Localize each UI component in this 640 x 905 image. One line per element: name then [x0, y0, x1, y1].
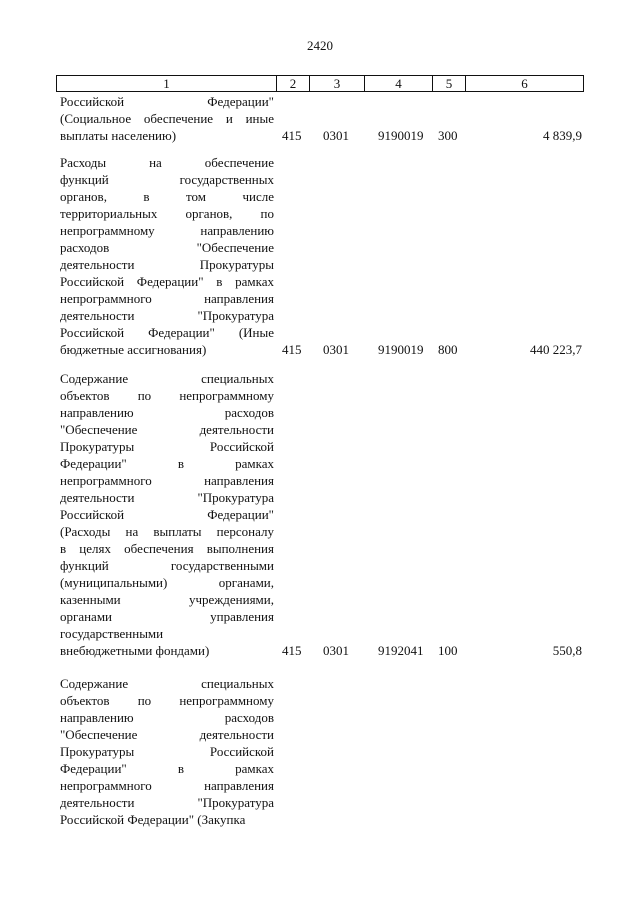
header-col-2: 2	[277, 76, 310, 91]
description-line: Содержание специальных	[60, 371, 274, 386]
description-line: деятельности "Прокуратура	[60, 490, 274, 505]
description-line: (Расходы на выплаты персоналу	[60, 524, 274, 539]
description-line: государственными	[60, 626, 164, 641]
description-line: объектов по непрограммному	[60, 388, 274, 403]
description-line: непрограммного направления	[60, 473, 274, 488]
header-col-6: 6	[521, 76, 528, 91]
expense-type-code: 800	[438, 342, 458, 357]
description-line: функций государственных	[60, 172, 274, 187]
table-row	[60, 370, 582, 659]
description-line: Российской Федерации"	[60, 507, 274, 522]
amount: 550,8	[552, 643, 582, 658]
description-line: непрограммного направления	[60, 291, 274, 306]
expense-type-code: 300	[438, 128, 458, 143]
description-line: бюджетные ассигнования)	[60, 342, 207, 357]
description-line: деятельности "Прокуратура	[60, 308, 274, 323]
target-article-code: 9190019	[378, 342, 424, 357]
table-row	[60, 93, 582, 144]
description-line: Российской Федерации" (Иные	[60, 325, 274, 340]
description-line: органов, в том числе	[60, 189, 274, 204]
description-line: направлению расходов	[60, 710, 274, 725]
header-col-1: 1	[57, 76, 277, 91]
header-col-3: 3	[310, 76, 365, 91]
description-line: объектов по непрограммному	[60, 693, 274, 708]
expense-type-code: 100	[438, 643, 458, 658]
description-line: внебюджетными фондами)	[60, 643, 210, 658]
table-row	[60, 154, 582, 358]
description-line: казенными учреждениями,	[60, 592, 274, 607]
description-line: (муниципальными) органами,	[60, 575, 274, 590]
row-description	[60, 370, 274, 659]
description-line: функций государственными	[60, 558, 274, 573]
section-code: 0301	[323, 128, 349, 143]
description-line: расходов "Обеспечение	[60, 240, 274, 255]
description-line: Содержание специальных	[60, 676, 274, 691]
description-line: "Обеспечение деятельности	[60, 422, 274, 437]
amount: 4 839,9	[543, 128, 582, 143]
target-article-code: 9190019	[378, 128, 424, 143]
description-line: Прокуратуры Российской	[60, 744, 274, 759]
table-header	[56, 75, 584, 92]
description-line: (Социальное обеспечение и иные	[60, 111, 274, 126]
description-line: Федерации" в рамках	[60, 761, 274, 776]
description-line: Российской Федерации" (Закупка	[60, 812, 246, 827]
ministry-code: 415	[282, 128, 302, 143]
amount: 440 223,7	[530, 342, 582, 357]
description-line: Российской Федерации" в рамках	[60, 274, 274, 289]
header-col-5: 5	[433, 76, 466, 91]
row-description	[60, 93, 274, 144]
section-code: 0301	[323, 643, 349, 658]
row-description	[60, 154, 274, 358]
ministry-code: 415	[282, 643, 302, 658]
ministry-code: 415	[282, 342, 302, 357]
description-line: деятельности Прокуратуры	[60, 257, 274, 272]
description-line: органами управления	[60, 609, 274, 624]
description-line: Прокуратуры Российской	[60, 439, 274, 454]
description-line: Федерации" в рамках	[60, 456, 274, 471]
description-line: направлению расходов	[60, 405, 274, 420]
description-line: территориальных органов, по	[60, 206, 274, 221]
row-description	[60, 675, 274, 828]
description-line: "Обеспечение деятельности	[60, 727, 274, 742]
description-line: Расходы на обеспечение	[60, 155, 274, 170]
page-number: 2420	[307, 38, 333, 53]
description-line: деятельности "Прокуратура	[60, 795, 274, 810]
target-article-code: 9192041	[378, 643, 424, 658]
description-line: в целях обеспечения выполнения	[60, 541, 274, 556]
description-line: непрограммному направлению	[60, 223, 274, 238]
description-line: Российской Федерации"	[60, 94, 274, 109]
table-row	[60, 675, 582, 828]
description-line: выплаты населению)	[60, 128, 177, 143]
header-col-4: 4	[365, 76, 433, 91]
section-code: 0301	[323, 342, 349, 357]
description-line: непрограммного направления	[60, 778, 274, 793]
